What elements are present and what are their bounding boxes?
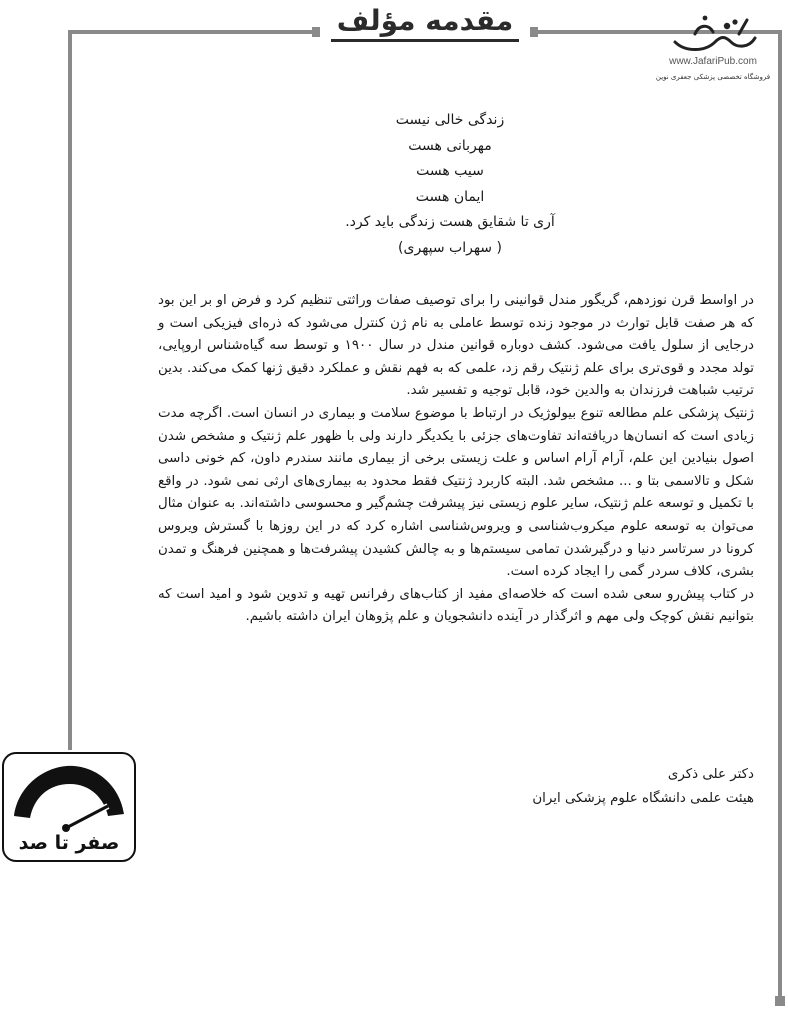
body-paragraph: در کتاب پیش‌رو سعی شده است که خلاصه‌ای مفید از کتاب‌های رفرانس تهیه و تدوین شود و امید است که بتوانیم نقش کوچک ولی مهم و اثرگذار در آینده دانشجویان و علم پژوهان ایران داشته باشیم. [158,586,754,625]
poem-line: سیب هست [416,163,484,179]
brand-label: صفر تا صد [18,832,120,854]
poem [160,108,740,261]
body-paragraph: ژنتیک پزشکی علم مطالعه تنوع بیولوژیک در ارتباط با موضوع سلامت و بیماری در انسان است. اگرچه مدت زیادی است که انسان‌ها دریافته‌اند تفاوت‌های جزئی با یکدیگر دارند ولی با ظهور علم ژنتیک و مشخص شدن اصول بنیادین این علم، آرام آرام اساس و علت زیستی برخی از بیماری مانند سندرم داون، کم خونی داسی شکل و تالاسمی بتا و ... مشخص شد. البته کاربرد ژنتیک فقط محدود به بیماری‌های ارثی نمی شود. در واقع با تکمیل و توسعه علم ژنتیک، سایر علوم زیستی نیز پیشرفت چشم‌گیر و محسوسی داشته‌اند. به عنوان مثال می‌توان به توسعه علوم میکروب‌شناسی و ویروس‌شناسی اشاره کرد که در این روزها با گسترش ویروس کرونا در سرتاسر دنیا و درگیرشدن تمامی سیستم‌ها و به چالش کشیدن پیشرفت‌ها و همچنین فرهنگ و تمدن بشری، کلاف سردر گمی را ایجاد کرده است. [158,405,754,580]
body-paragraph: در اواسط قرن نوزدهم، گریگور مندل قوانینی را برای توصیف صفات وراثتی تنظیم کرد و فرض او بر این بود که هر صفت قابل توارث در موجود زنده توسط عاملی به نام ژن کنترل می‌شود که ذره‌ای فیزیکی است و درجایی از سلول یافت می‌شود. کشف دوباره قوانین مندل در سال ۱۹۰۰ و توسط سه گیاه‌شناس اروپایی، تولد مجدد و قوی‌تری برای علم ژنتیک رقم زد، علمی که به فهم نقش و عملکرد دقیق ژنها کمک می‌کند. بدین ترتیب شباهت فرزندان به والدین خود، قابل توجیه و تفسیر شد. [158,293,754,399]
frame-right-line [778,30,782,1000]
body-text [158,290,754,629]
poem-line: ایمان هست [415,188,485,205]
frame-top-left-line [68,30,320,34]
publisher-url: www.JafariPub.com [669,56,757,67]
poem-attribution: ( سهراب سپهری) [398,239,502,256]
signature-affiliation: هیئت علمی دانشگاه علوم پزشکی ایران [532,791,754,806]
publisher-tagline: فروشگاه تخصصی پزشکی جعفری نوین [655,73,771,81]
page-title-block [320,0,530,48]
poem-line: مهربانی هست [408,137,492,154]
page-title: مقدمه مؤلف [331,6,519,42]
frame-corner-square-bottom [775,996,785,1006]
signature [358,763,754,811]
poem-line: آری تا شقایق هست زندگی باید کرد. [345,214,555,230]
poem-line: زندگی خالی نیست [395,112,505,128]
frame-left-line [68,30,72,750]
publisher-calligraphy-icon [665,12,761,56]
signature-name: دکتر علی ذکری [667,767,754,782]
publisher-logo [638,12,788,102]
brand-logo [2,752,136,862]
